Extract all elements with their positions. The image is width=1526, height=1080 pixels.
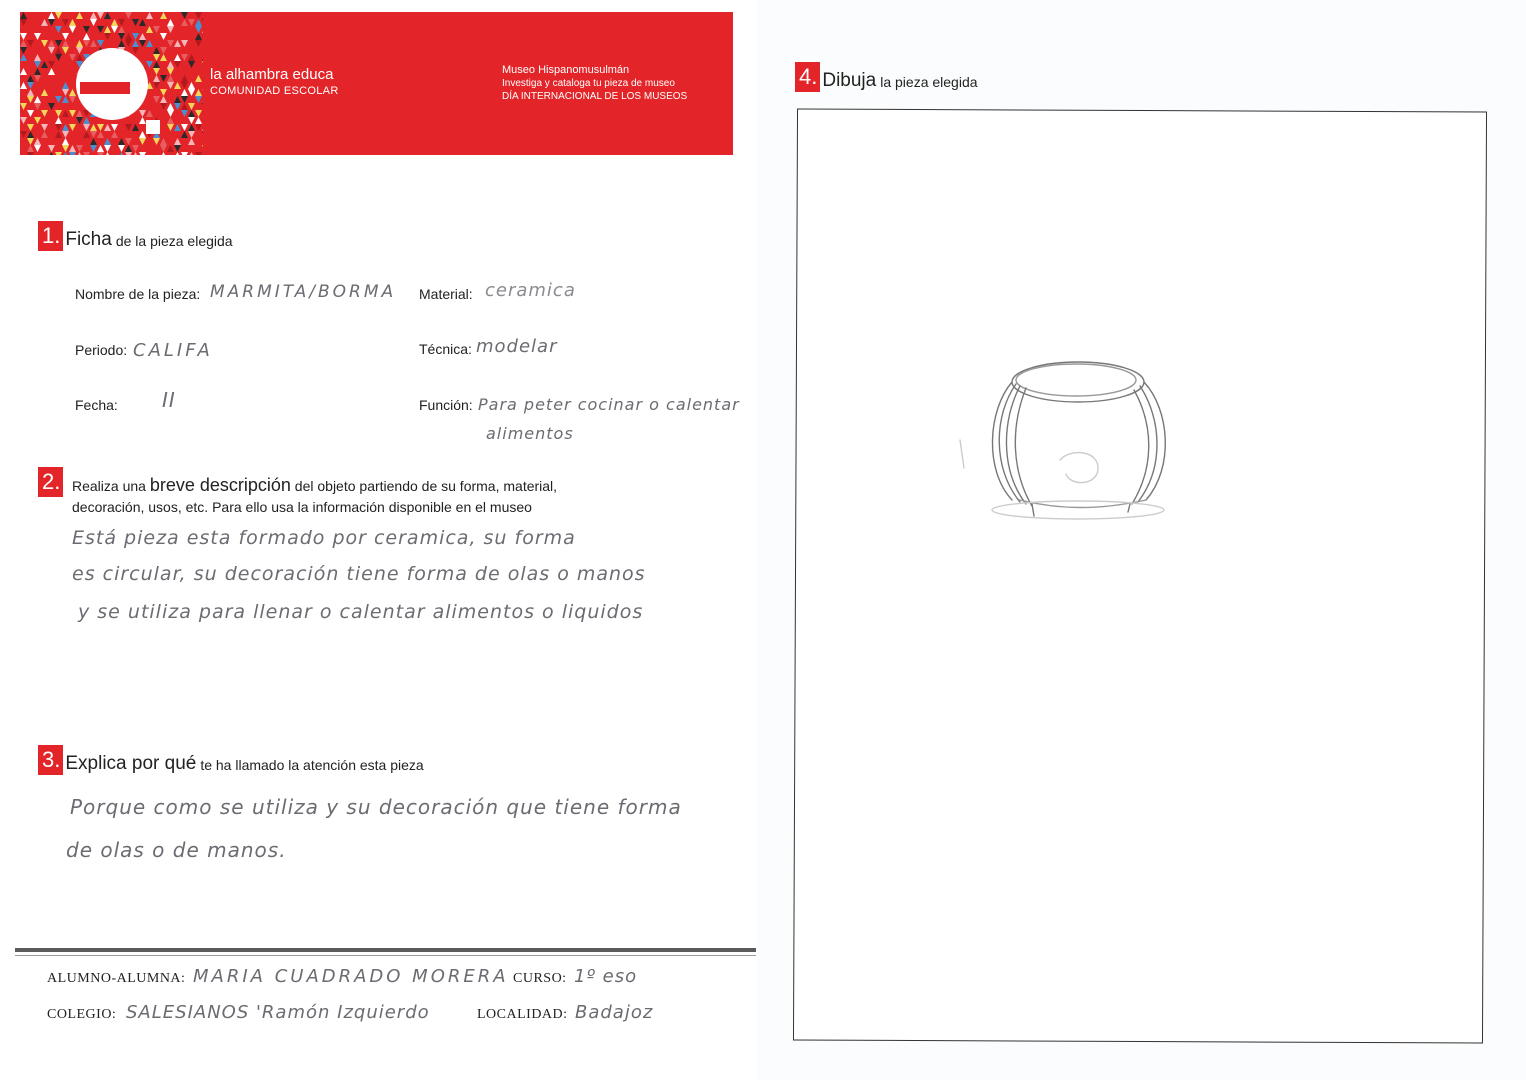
museum-tagline: Investiga y cataloga tu pieza de museo <box>502 78 675 89</box>
brand-text <box>210 66 339 97</box>
section-title-rest: te ha llamado la atención esta pieza <box>200 757 424 773</box>
alumno-label: ALUMNO-ALUMNA: <box>47 971 186 986</box>
footer-divider-thin <box>15 955 756 956</box>
prompt-line2: decoración, usos, etc. Para ello usa la información disponible en el museo <box>72 499 532 515</box>
reason-answer-line2: de olas o de manos. <box>66 838 287 862</box>
funcion-value-line1: Para peter cocinar o calentar <box>478 395 740 414</box>
material-value: ceramica <box>485 280 576 301</box>
reason-answer-line1: Porque como se utiliza y su decoración que tiene forma <box>70 795 682 819</box>
section-title-rest: de la pieza elegida <box>115 233 233 249</box>
colegio-value: SALESIANOS 'Ramón Izquierdo <box>126 1002 430 1023</box>
pot-sketch-drawing <box>950 340 1190 530</box>
section-number: 3. <box>38 745 63 775</box>
curso-value: 1º eso <box>574 966 638 987</box>
description-answer-line3: y se utiliza para llenar o calentar alimentos o liquidos <box>78 601 644 623</box>
fecha-value: II <box>162 388 176 412</box>
description-answer-line1: Está pieza esta formado por ceramica, su forma <box>72 527 576 549</box>
localidad-value: Badajoz <box>575 1002 654 1023</box>
museum-event: DÍA INTERNACIONAL DE LOS MUSEOS <box>502 91 688 102</box>
prompt-intro: Realiza una <box>72 478 146 494</box>
drawing-frame <box>793 108 1487 1043</box>
curso-label: CURSO: <box>513 971 567 986</box>
tecnica-label: Técnica: <box>419 341 472 357</box>
section-number: 2. <box>38 467 63 497</box>
section-number: 4. <box>795 62 820 92</box>
material-label: Material: <box>419 286 473 302</box>
mosaic-logo <box>20 12 203 155</box>
nombre-label: Nombre de la pieza: <box>75 286 201 302</box>
localidad-label: LOCALIDAD: <box>477 1007 568 1022</box>
prompt-rest: del objeto partiendo de su forma, material, <box>294 478 558 494</box>
periodo-value: CALIFA <box>133 340 213 361</box>
footer-divider <box>15 948 756 952</box>
brand-title: la alhambra educa <box>210 66 334 83</box>
section-2-prompt <box>72 474 712 518</box>
description-answer-line2: es circular, su decoración tiene forma de olas o manos <box>72 563 646 585</box>
section-1-heading <box>38 221 233 251</box>
tecnica-value: modelar <box>476 336 558 357</box>
section-number: 1. <box>38 221 63 251</box>
section-title-bold: Dibuja <box>822 70 877 91</box>
section-title-bold: Ficha <box>65 229 112 250</box>
funcion-label: Función: <box>419 397 473 413</box>
section-3-heading <box>38 745 424 775</box>
funcion-value-line2: alimentos <box>486 424 574 443</box>
brand-subtitle: COMUNIDAD ESCOLAR <box>210 85 339 97</box>
section-title-rest: la pieza elegida <box>880 74 978 90</box>
section-4-heading <box>795 62 978 92</box>
worksheet-left-page <box>0 0 757 1080</box>
colegio-label: COLEGIO: <box>47 1007 117 1022</box>
periodo-label: Periodo: <box>75 342 128 358</box>
section-title-bold: Explica por qué <box>65 753 197 774</box>
museum-name: Museo Hispanomusulmán <box>502 64 630 76</box>
header-banner <box>20 12 733 155</box>
section-2-number-box <box>38 467 63 497</box>
nombre-value: MARMITA/BORMA <box>210 282 397 302</box>
museum-info <box>502 64 687 103</box>
prompt-bold: breve descripción <box>149 475 291 495</box>
fecha-label: Fecha: <box>75 397 118 413</box>
alumno-value: MARIA CUADRADO MORERA <box>193 966 509 987</box>
